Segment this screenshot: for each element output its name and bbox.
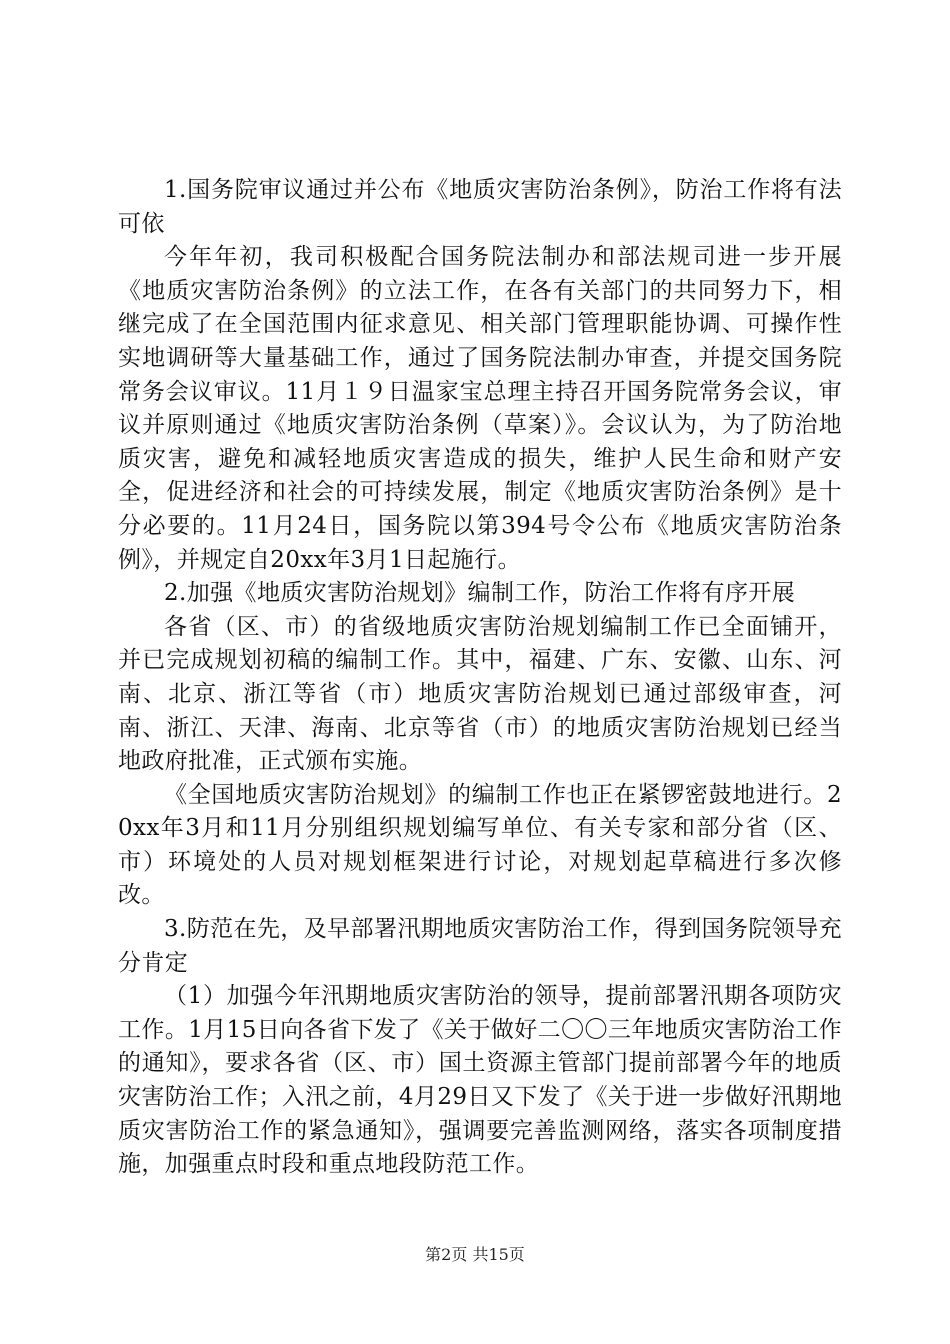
section-heading-1: 1.国务院审议通过并公布《地质灾害防治条例》，防治工作将有法可依 (118, 177, 842, 237)
page-number-footer: 第2页 共15页 (425, 1245, 525, 1264)
body-paragraph: （1）加强今年汛期地质灾害防治的领导，提前部署汛期各项防灾工作。1月15日向各省下发了《关于做好二〇〇三年地质灾害防治工作的通知》，要求各省（区、市）国土资源主管部门提前部署今年的地质灾害防治工作；入汛之前，4月29日又下发了《关于进一步做好汛期地质灾害防治工作的紧急通知》，强调要完善监测网络，落实各项制度措施，加强重点时段和重点地段防范工作。 (118, 983, 842, 1178)
body-paragraph: 各省（区、市）的省级地质灾害防治规划编制工作已全面铺开，并已完成规划初稿的编制工作。其中，福建、广东、安徽、山东、河南、北京、浙江等省（市）地质灾害防治规划已通过部级审查，河南、浙江、天津、海南、北京等省（市）的地质灾害防治规划已经当地政府批准，正式颁布实施。 (118, 613, 842, 775)
body-paragraph: 今年年初，我司积极配合国务院法制办和部法规司进一步开展《地质灾害防治条例》的立法工作，在各有关部门的共同努力下，相继完成了在全国范围内征求意见、相关部门管理职能协调、可操作性实地调研等大量基础工作，通过了国务院法制办审查，并提交国务院常务会议审议。11月１９日温家宝总理主持召开国务院常务会议，审议并原则通过《地质灾害防治条例（草案）》。会议认为，为了防治地质灾害，避免和减轻地质灾害造成的损失，维护人民生命和财产安全，促进经济和社会的可持续发展，制定《地质灾害防治条例》是十分必要的。11月24日，国务院以第394号令公布《地质灾害防治条例》，并规定自20xx年3月1日起施行。 (118, 244, 842, 573)
body-paragraph: 《全国地质灾害防治规划》的编制工作也正在紧锣密鼓地进行。20xx年3月和11月分别组织规划编写单位、有关专家和部分省（区、市）环境处的人员对规划框架进行讨论，对规划起草稿进行多次修改。 (118, 781, 842, 909)
document-body (118, 174, 842, 1182)
section-heading-2: 2.加强《地质灾害防治规划》编制工作，防治工作将有序开展 (164, 580, 796, 607)
section-heading-3: 3.防范在先，及早部署汛期地质灾害防治工作，得到国务院领导充分肯定 (118, 916, 842, 976)
